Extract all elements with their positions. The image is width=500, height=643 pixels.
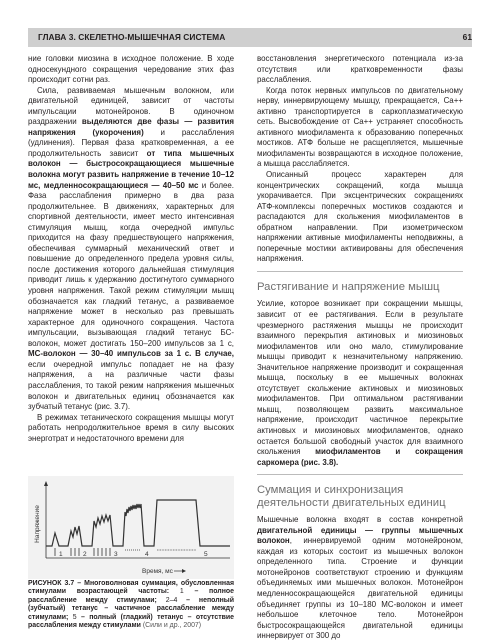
paragraph: восстановления энергетического потенциала из-за отсутствия или кратковременности фазы расслабления.: [257, 54, 463, 85]
caption-source: (Сили и др., 2007): [140, 622, 202, 630]
chart-background: [28, 476, 234, 579]
caption-text: 1: [179, 588, 184, 596]
stimulus-label: 5: [204, 551, 208, 558]
page-number: 61: [462, 32, 472, 42]
caption-text: 5: [72, 613, 77, 621]
summation-chart: [28, 476, 234, 579]
chapter-title: ГЛАВА 3. СКЕЛЕТНО-МЫШЕЧНАЯ СИСТЕМА: [38, 32, 226, 42]
left-column: [28, 54, 234, 444]
section-heading-summation: Суммация и синхронизация деятельности двигательных единиц: [257, 484, 446, 509]
section-heading-stretch: Растягивание и напряжение мышц: [257, 280, 440, 293]
paragraph-motor-units: [257, 515, 463, 642]
section-divider: [257, 474, 463, 475]
text-run: двигательной единицы — группы мышечных волокон: [257, 525, 463, 546]
paragraph-concentric: Описанный процесс характерен для концентрических сокращений, когда мышца укорачивается. При эксцентрических сокращениях АТФ-комплексы поперечных мостиков создаются и распадаются для скольжения миофиламентов в обратном направлении. При изометрическом напряжении активные миофиламенты неподвижны, а поперечные мостики активированы для обеспечения напряжения.: [257, 170, 463, 264]
paragraph-tetanic-mode: В режимах тетанического сокращения мышцы могут работать непродолжительное время в силу высоких энерготрат и недостаточного времени для: [28, 412, 234, 443]
text-run: Мышечные волокна входят в состав конкретной: [257, 515, 463, 525]
caption-text: 2–4: [165, 596, 178, 604]
figure-caption: [28, 580, 234, 631]
paragraph-nerve-impulse: Когда поток нервных импульсов по двигательному нерву, иннервирующему мышцу, прекращается, Ca++ активно транспортируется в саркоплазматическую сеть. Высвобождение от Ca++ устраняет способность активного миофиламента к образованию поперечных мостиков. АТФ больше не расщепляется, мышечные миофиламенты возвращаются в исходное положение, а мышца расслабляется.: [257, 85, 463, 169]
stimulus-label: 3: [114, 551, 118, 558]
caption-text: – неполный (зубчатый) тетанус – частичное расслабление между стимулами;: [28, 596, 234, 621]
stimulus-label: 2: [83, 551, 87, 558]
right-column: [257, 54, 463, 642]
text-run: если очередной импульс попадает не на фазу напряжения, а на различные части фазы расслабления, то такой режим напряжения мышечных волокон и двигательных единиц обозначается как зубчатый тетанус (рис. 3.7).: [28, 359, 234, 412]
text-run: МС-волокон — 30–40 импульсов за 1 с. В случае,: [28, 349, 234, 359]
paragraph-force-development: [28, 86, 234, 413]
caption-text: – полный (гладкий) тетанус – отсутствие расслабления между стимулами: [28, 613, 234, 630]
text-run: и более. Фаза расслабления примерно в два раза продолжительнее. В движениях, характерных для спортивной деятельности, имеет место интенсивная стимуляция мышц, когда очередной импульс приходится на фазу предшествующего напряжения, обеспечивая суммарный механический ответ и повышение до определенного предела уровня силы, после достижения которого дальнейшая стимуляция приводит лишь к удержанию достигнутого суммарного уровня напряжения. Такой режим стимуляции мышц обозначается как гладкий тетанус, а развиваемое напряжение может в несколько раз превышать характерное для одиночного сокращения. Частота импульсации, вызывающая гладкий тетанус БС-волокон, может достигать 150–200 импульсов за 1 с,: [28, 180, 235, 348]
text-run: выделяются две фазы — развития напряжения (укорочения): [28, 117, 234, 137]
caption-text: – полное расслабление между стимулами;: [28, 588, 234, 604]
figure-summation-chart: [28, 476, 234, 579]
text-run: Сила, развиваемая мышечным волокном, или двигательной единицей, зависит от частоты импульсации мотонейронов. В одиночном раздражении: [28, 85, 234, 127]
stimulus-label: 1: [59, 551, 63, 558]
y-axis-label: Напряжение: [34, 505, 41, 543]
section-divider: [257, 271, 463, 272]
paragraph-stretch: [257, 299, 463, 468]
text-run: и расслабления (удлинения). Первая фаза кратковременная, а ее продолжительность зависит: [28, 127, 234, 158]
text-run: Усилие, которое возникает при сокращении мышцы, зависит от ее растягивания. Если в результате чрезмерного растяжения мышцы не происходит взаимного перекрытия актиновых и миозиновых миофиламентов или оно мало, стимулирование мышцы приводит к незначительному напряжению. Значительное напряжение производит и сокращенная мышца, поскольку в ее мышечных волокнах отсутствует скольжение актиновых и миозиновых миофиламентов. При оптимальном растягивании мышц, позволяющем развить максимальное напряжение, происходит частичное перекрытие актиновых и миозиновых миофиламентов, однако остается большой свободный участок для взаимного скольжения: [257, 299, 463, 457]
running-header: [28, 28, 472, 47]
x-axis-label: Время, мс: [142, 568, 173, 575]
text-run: от типа мышечных волокон — быстросокращающиеся мышечные волокна могут развить напряжение в течение 10–12 мс, медленносокращающиеся — 40–50 мс: [28, 148, 234, 190]
text-run: миофиламентов и сокращения саркомера (рис. 3.8).: [257, 447, 463, 467]
paragraph: ние головки миозина в исходное положение. В ходе односекундного сокращения чередование этих фаз происходит сотни раз.: [28, 54, 234, 85]
caption-title: – Многоволновая суммация, обусловленная стимулами возрастающей частоты:: [28, 580, 235, 596]
caption-label: РИСУНОК 3.7: [28, 580, 75, 587]
text-run: , иннервируемой одним мотонейроном, каждая из которых состоит из мышечных волокон определенного типа. Строение и функции мотонейронов соответствуют строению и функциям объединяемых ими мышечных волокон. Мотонейрон медленносокращающейся двигательной единицы объединяет группы из 10–180 МС-волокон и имеет небольшое клеточное тело. Мотонейрон быстросокращающейся двигательной единицы иннервирует от 300 до: [257, 536, 463, 641]
stimulus-label: 4: [145, 551, 149, 558]
